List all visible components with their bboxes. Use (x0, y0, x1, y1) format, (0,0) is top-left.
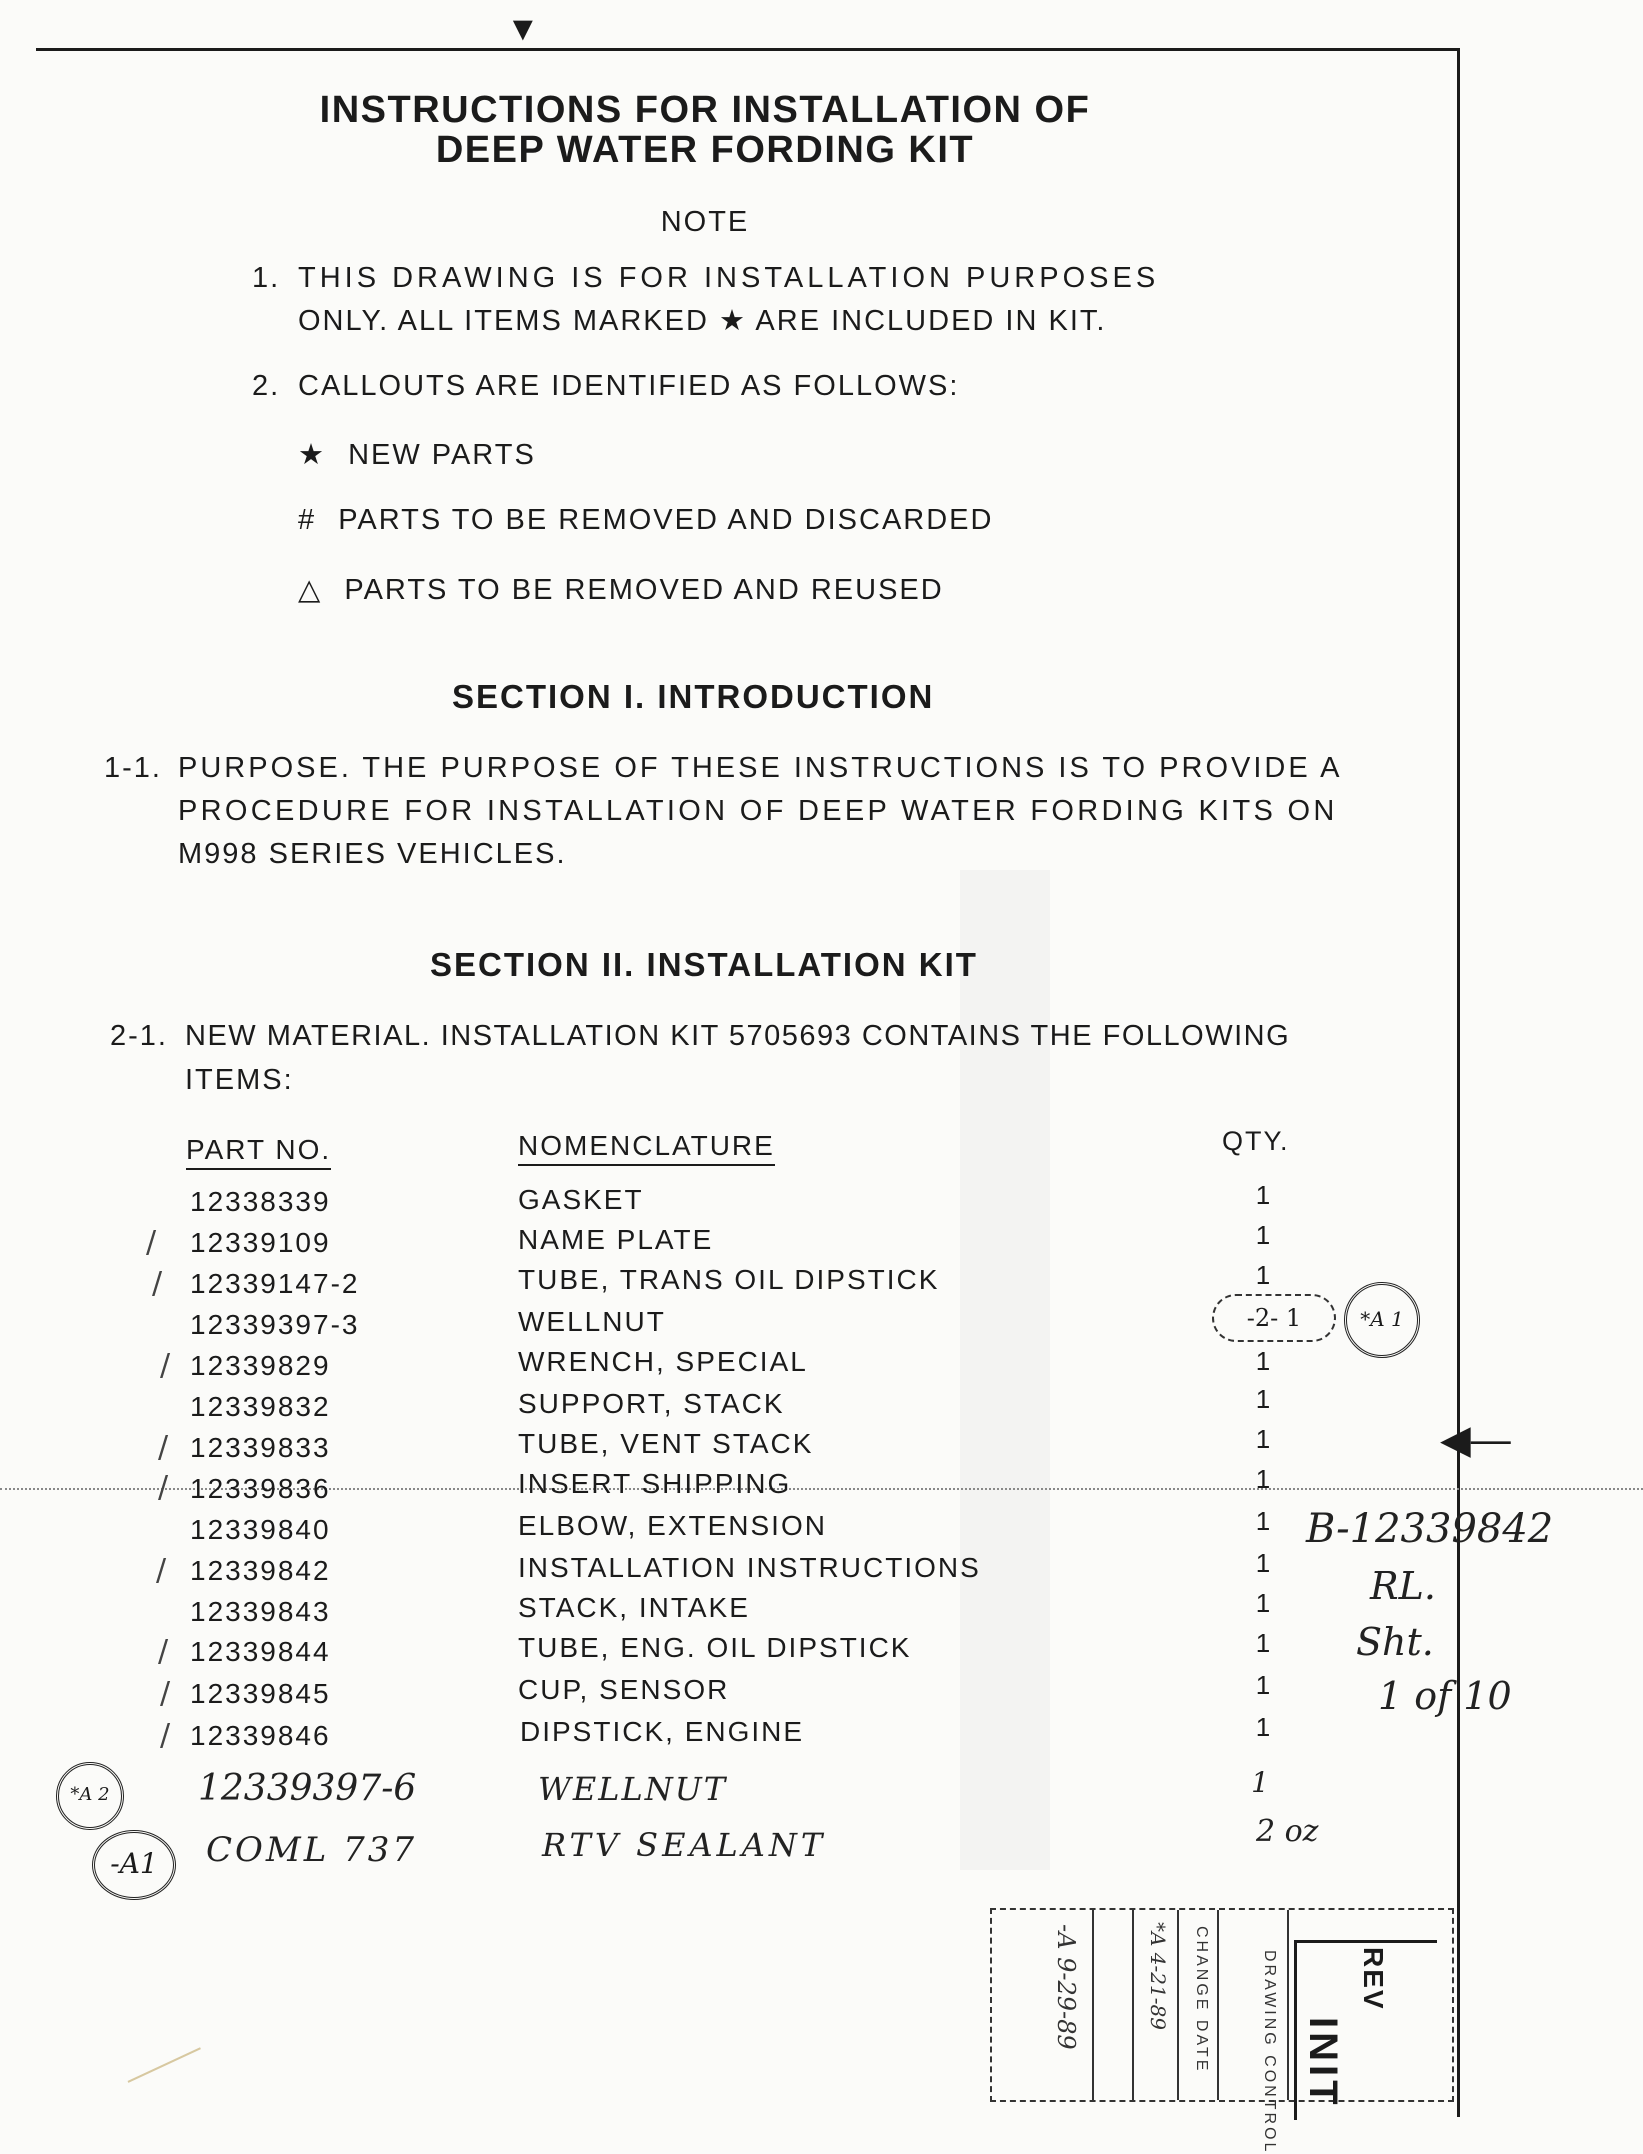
table-row-name: STACK, INTAKE (518, 1592, 750, 1623)
section1-para-number: 1-1. (104, 752, 162, 784)
table-row-qty: 1 (1255, 1424, 1273, 1454)
check-mark: / (158, 1634, 169, 1669)
document-title-line2: DEEP WATER FORDING KIT (435, 129, 975, 171)
handwritten-nomenclature: RTV SEALANT (542, 1826, 827, 1864)
table-row-part: 12339833 (190, 1432, 331, 1463)
table-row-qty: 1 (1255, 1180, 1273, 1210)
column-header-part-no: PART NO. (186, 1134, 331, 1170)
table-row-qty: 1 (1255, 1548, 1273, 1578)
table-row-qty: 1 (1255, 1260, 1273, 1290)
check-mark: / (160, 1676, 171, 1711)
section2-heading: SECTION II. INSTALLATION KIT (430, 946, 978, 983)
handwritten-nomenclature: WELLNUT (538, 1770, 728, 1808)
check-mark: / (158, 1430, 169, 1465)
table-row-part: 12339832 (190, 1391, 331, 1422)
revision-block (1294, 1940, 1437, 2120)
table-row-part: 12339840 (190, 1514, 331, 1545)
qty-revision-cloud: -2- 1 (1212, 1294, 1336, 1342)
section1-line2: PROCEDURE FOR INSTALLATION OF DEEP WATER FORDING KITS ON (178, 795, 1338, 827)
table-row-name: SUPPORT, STACK (518, 1388, 785, 1419)
table-row-qty: 1 (1255, 1220, 1273, 1250)
drawing-border-right (1457, 48, 1460, 2117)
table-row-name: WRENCH, SPECIAL (518, 1346, 808, 1377)
table-row-name: CUP, SENSOR (518, 1674, 730, 1705)
table-row-qty: 1 (1255, 1588, 1273, 1618)
note-heading: NOTE (660, 206, 750, 238)
table-row-qty: 1 (1255, 1384, 1273, 1414)
note-item1-line2: ONLY. ALL ITEMS MARKED ★ ARE INCLUDED IN KIT. (298, 305, 1107, 337)
paper-smudge (119, 2029, 201, 2083)
stamp-change-entry: *A 4-21-89 (1146, 1922, 1170, 2030)
rev-label: REV (1358, 1947, 1389, 2011)
section2-line2: ITEMS: (185, 1064, 294, 1096)
check-mark: / (156, 1553, 167, 1588)
stamp-drawing-control-label: DRAWING CONTROL (1261, 1950, 1278, 2154)
check-mark: / (160, 1718, 171, 1753)
table-row-qty: 1 (1255, 1506, 1273, 1536)
callout-removed-reused (298, 572, 944, 607)
table-row-qty: 1 (1255, 1346, 1273, 1376)
callout-text: NEW PARTS (348, 439, 536, 471)
callout-removed-discarded (298, 504, 993, 537)
document-title-line1: INSTRUCTIONS FOR INSTALLATION OF (319, 89, 1091, 131)
table-row-name: TUBE, TRANS OIL DIPSTICK (518, 1264, 940, 1295)
callout-text: PARTS TO BE REMOVED AND REUSED (344, 574, 944, 606)
table-row-name: NAME PLATE (518, 1224, 714, 1255)
note-item1-number: 1. (252, 262, 281, 294)
section1-heading: SECTION I. INTRODUCTION (452, 678, 935, 715)
check-mark: / (152, 1266, 163, 1301)
margin-note-drawing-number: B-12339842 (1306, 1506, 1554, 1552)
table-row-qty: 1 (1255, 1464, 1273, 1494)
margin-note-line2: RL. (1370, 1564, 1436, 1608)
table-row-part: 12339846 (190, 1720, 331, 1751)
handwritten-qty: 2 oz (1256, 1814, 1319, 1849)
column-header-nomenclature: NOMENCLATURE (518, 1130, 775, 1166)
margin-note-line3: Sht. (1356, 1620, 1434, 1664)
section1-line3: M998 SERIES VEHICLES. (178, 838, 567, 870)
section1-line1: PURPOSE. THE PURPOSE OF THESE INSTRUCTIONS IS TO PROVIDE A (178, 752, 1343, 784)
note-item1-line1: THIS DRAWING IS FOR INSTALLATION PURPOSES (298, 262, 1160, 294)
table-row-name: GASKET (518, 1184, 644, 1215)
table-row-part: 12338339 (190, 1186, 331, 1217)
stamp-entry-a: -A 9-29-89 (1052, 1924, 1080, 2050)
handwritten-part-no: COML 737 (206, 1830, 417, 1870)
callout-text: PARTS TO BE REMOVED AND DISCARDED (338, 504, 994, 536)
table-row-qty: 1 (1255, 1712, 1273, 1742)
table-row-name: INSERT SHIPPING (518, 1468, 792, 1499)
revision-mark-circle: -A1 (92, 1830, 176, 1900)
table-row-part: 12339836 (190, 1473, 331, 1504)
table-row-part: 12339147-2 (190, 1268, 360, 1299)
table-row-part: 12339843 (190, 1596, 331, 1627)
table-row-name: TUBE, VENT STACK (518, 1428, 814, 1459)
column-header-qty: QTY. (1222, 1126, 1290, 1156)
note-item2-number: 2. (252, 370, 281, 402)
table-row-qty: 1 (1255, 1670, 1273, 1700)
table-row-qty: 1 (1255, 1628, 1273, 1658)
handwritten-part-no: 12339397-6 (198, 1768, 417, 1809)
table-row-name: ELBOW, EXTENSION (518, 1510, 827, 1541)
table-row-part: 12339829 (190, 1350, 331, 1381)
hash-icon: # (298, 504, 317, 536)
table-row-part: 12339842 (190, 1555, 331, 1586)
margin-note-sheet: 1 of 10 (1378, 1674, 1512, 1718)
table-row-part: 12339397-3 (190, 1309, 360, 1340)
revision-mark-circle: *A 1 (1344, 1282, 1420, 1358)
table-row-name: TUBE, ENG. OIL DIPSTICK (518, 1632, 912, 1663)
init-label: INIT (1301, 2017, 1345, 2109)
center-mark-arrow-icon: ▼ (506, 10, 540, 48)
handwritten-qty: 1 (1251, 1766, 1269, 1799)
drawing-border-top (36, 48, 1460, 51)
section2-line1: NEW MATERIAL. INSTALLATION KIT 5705693 CONTAINS THE FOLLOWING (185, 1020, 1291, 1052)
check-mark: / (146, 1225, 157, 1260)
callout-new-parts (298, 437, 536, 472)
note-item2-text: CALLOUTS ARE IDENTIFIED AS FOLLOWS: (298, 370, 960, 402)
revision-mark-circle: *A 2 (56, 1762, 124, 1830)
check-mark: / (158, 1470, 169, 1505)
table-row-part: 12339109 (190, 1227, 331, 1258)
table-row-name: WELLNUT (518, 1306, 666, 1337)
stamp-change-date-label: CHANGE DATE (1193, 1926, 1210, 2074)
triangle-icon: △ (298, 574, 323, 606)
section2-para-number: 2-1. (110, 1020, 168, 1052)
star-icon: ★ (298, 439, 326, 471)
check-mark: / (160, 1348, 171, 1383)
left-arrow-icon: ◀― (1440, 1418, 1511, 1462)
table-row-name: DIPSTICK, ENGINE (520, 1716, 805, 1747)
table-row-name: INSTALLATION INSTRUCTIONS (518, 1552, 981, 1583)
table-row-part: 12339844 (190, 1636, 331, 1667)
table-row-part: 12339845 (190, 1678, 331, 1709)
